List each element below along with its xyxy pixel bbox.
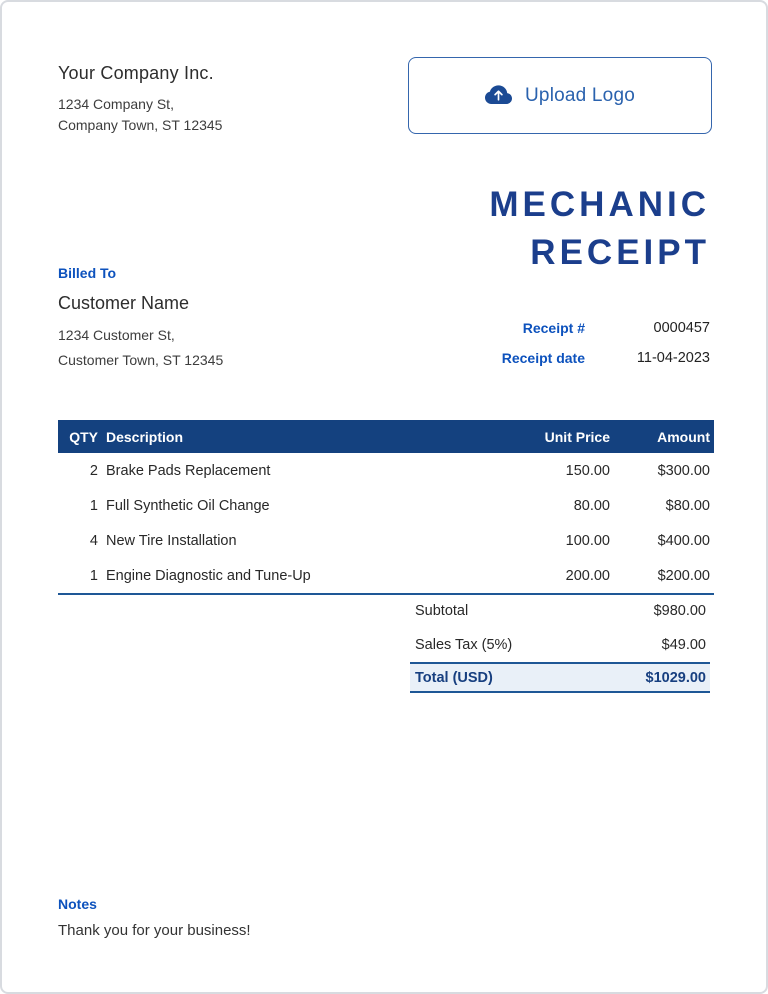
description-cell: Full Synthetic Oil Change <box>106 497 270 514</box>
sales-tax-row <box>410 628 710 662</box>
table-row <box>58 488 714 523</box>
amount-cell: $400.00 <box>657 532 710 549</box>
amount-cell: $200.00 <box>657 567 710 584</box>
receipt-date-row <box>410 343 710 373</box>
header-amount: Amount <box>657 428 710 445</box>
total-label: Total (USD) <box>415 669 493 686</box>
customer-address-line1: 1234 Customer St, <box>58 327 175 343</box>
unit-price-cell: 200.00 <box>565 567 610 584</box>
notes-heading: Notes <box>58 896 97 912</box>
subtotal-value: $980.00 <box>653 603 706 619</box>
page-title-line2: RECEIPT <box>530 233 710 272</box>
receipt-date-label: Receipt date <box>501 350 585 366</box>
unit-price-cell: 100.00 <box>565 532 610 549</box>
sales-tax-value: $49.00 <box>661 637 706 653</box>
page-title <box>489 181 710 277</box>
total-value: $1029.00 <box>645 669 706 686</box>
customer-name: Customer Name <box>58 293 190 313</box>
receipt-number-label: Receipt # <box>522 320 585 336</box>
table-row <box>58 558 714 593</box>
billed-to-heading: Billed To <box>58 265 117 281</box>
items-table <box>58 420 714 595</box>
cloud-upload-icon <box>485 82 512 109</box>
header-unit-price: Unit Price <box>544 428 610 445</box>
upload-logo-button[interactable] <box>408 57 712 134</box>
items-table-header <box>58 420 714 453</box>
receipt-meta <box>410 313 710 373</box>
description-cell: New Tire Installation <box>106 532 237 549</box>
notes-block <box>58 896 251 939</box>
qty-cell: 2 <box>89 462 98 479</box>
total-row <box>410 662 710 693</box>
amount-cell: $300.00 <box>657 462 710 479</box>
amount-cell: $80.00 <box>665 497 710 514</box>
sales-tax-label: Sales Tax (5%) <box>415 637 513 653</box>
company-address-line1: 1234 Company St, <box>58 96 174 112</box>
qty-cell: 4 <box>89 532 98 549</box>
unit-price-cell: 80.00 <box>573 497 610 514</box>
receipt-number-value: 0000457 <box>653 320 710 336</box>
company-block <box>58 63 222 136</box>
customer-address-line2: Customer Town, ST 12345 <box>58 352 224 368</box>
items-table-body <box>58 453 714 595</box>
upload-logo-label: Upload Logo <box>525 84 635 106</box>
qty-cell: 1 <box>89 567 98 584</box>
company-name: Your Company Inc. <box>58 63 214 83</box>
company-address <box>58 94 222 136</box>
table-row <box>58 453 714 488</box>
subtotal-label: Subtotal <box>415 603 469 619</box>
summary-block <box>410 594 710 693</box>
description-cell: Engine Diagnostic and Tune-Up <box>106 567 311 584</box>
page-title-line1: MECHANIC <box>489 185 710 224</box>
header-description: Description <box>106 428 184 445</box>
description-cell: Brake Pads Replacement <box>106 462 271 479</box>
subtotal-row <box>410 594 710 628</box>
table-row <box>58 523 714 558</box>
notes-text: Thank you for your business! <box>58 922 251 939</box>
receipt-number-row <box>410 313 710 343</box>
header-qty: QTY <box>69 428 98 445</box>
company-address-line2: Company Town, ST 12345 <box>58 117 223 133</box>
receipt-date-value: 11-04-2023 <box>636 350 710 366</box>
qty-cell: 1 <box>89 497 98 514</box>
billed-to-block <box>58 265 223 373</box>
customer-address <box>58 323 223 373</box>
unit-price-cell: 150.00 <box>565 462 610 479</box>
